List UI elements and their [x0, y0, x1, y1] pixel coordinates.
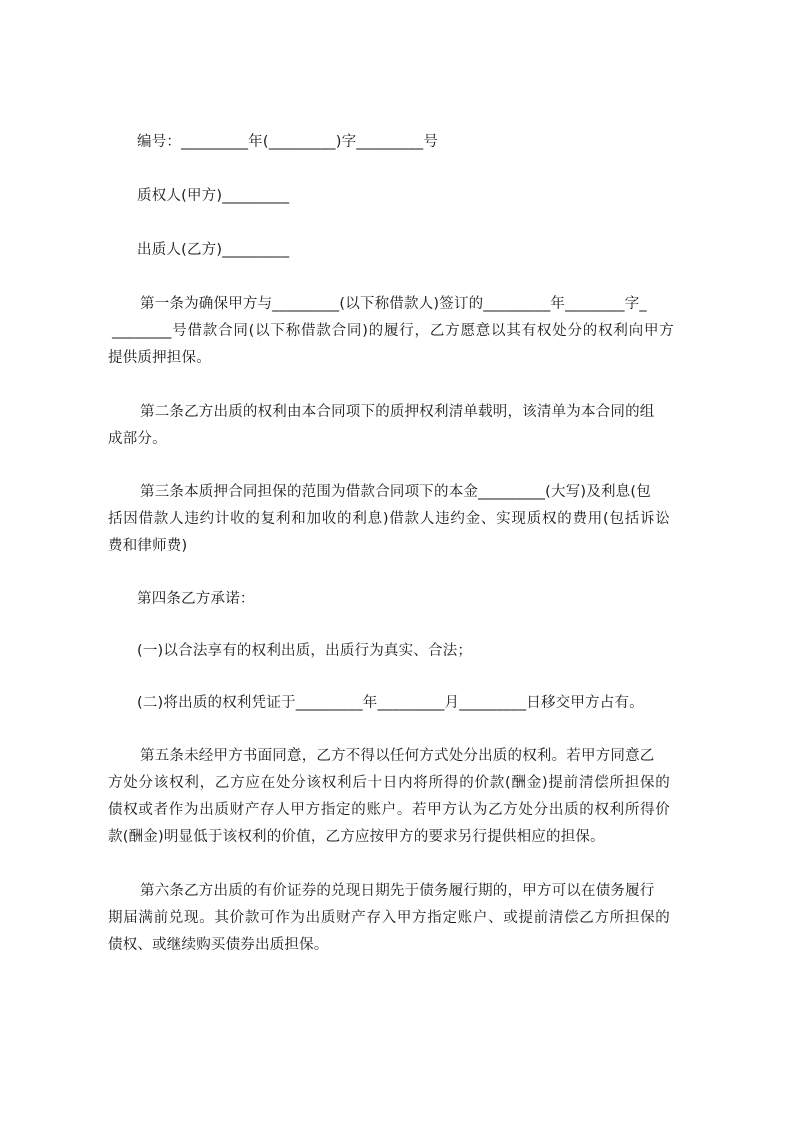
- article-4-item-2: (二)将出质的权利凭证于_________年_________月_________日移交甲方占有。: [137, 695, 644, 711]
- article-2-line-2: 成部分。: [108, 431, 167, 447]
- article-1-line-1: 第一条为确保甲方与_________(以下称借款人)签订的_________年________字_: [140, 296, 647, 312]
- article-5-line-2: 方处分该权利，乙方应在处分该权利后十日内将所得的价款(酬金)提前清偿所担保的: [108, 775, 670, 791]
- pledgee-line: 质权人(甲方)_________: [137, 188, 290, 204]
- article-1-line-3: 提供质押担保。: [108, 350, 211, 366]
- article-3-line-2: 括因借款人违约计收的复利和加收的利息)借款人违约金、实现质权的费用(包括诉讼: [108, 511, 670, 527]
- article-4-line-1: 第四条乙方承诺：: [137, 591, 255, 607]
- article-6-line-2: 期届满前兑现。其价款可作为出质财产存入甲方指定账户、或提前清偿乙方所担保的: [108, 910, 670, 926]
- article-4-item-1: (一)以合法享有的权利出质，出质行为真实、合法；: [137, 643, 473, 659]
- article-1-line-2: ________号借款合同(以下称借款合同)的履行，乙方愿意以其有权处分的权利向甲方: [112, 323, 674, 339]
- article-5-line-1: 第五条未经甲方书面同意，乙方不得以任何方式处分出质的权利。若甲方同意乙: [140, 748, 655, 764]
- contract-number-line: 编号：_________年(_________)字_________号: [137, 134, 439, 150]
- article-6-line-1: 第六条乙方出质的有价证券的兑现日期先于债务履行期的，甲方可以在债务履行: [140, 883, 655, 899]
- article-5-line-4: 款(酬金)明显低于该权利的价值，乙方应按甲方的要求另行提供相应的担保。: [108, 829, 605, 845]
- article-6-line-3: 债权、或继续购买债券出质担保。: [108, 937, 329, 953]
- article-5-line-3: 债权或者作为出质财产存人甲方指定的账户。若甲方认为乙方处分出质的权利所得价: [108, 802, 670, 818]
- article-2-line-1: 第二条乙方出质的权利由本合同项下的质押权利清单载明，该清单为本合同的组: [140, 404, 655, 420]
- article-3-line-3: 费和律师费): [108, 538, 188, 554]
- article-3-line-1: 第三条本质押合同担保的范围为借款合同项下的本金_________(大写)及利息(包: [140, 484, 651, 500]
- pledgor-line: 出质人(乙方)_________: [137, 242, 290, 258]
